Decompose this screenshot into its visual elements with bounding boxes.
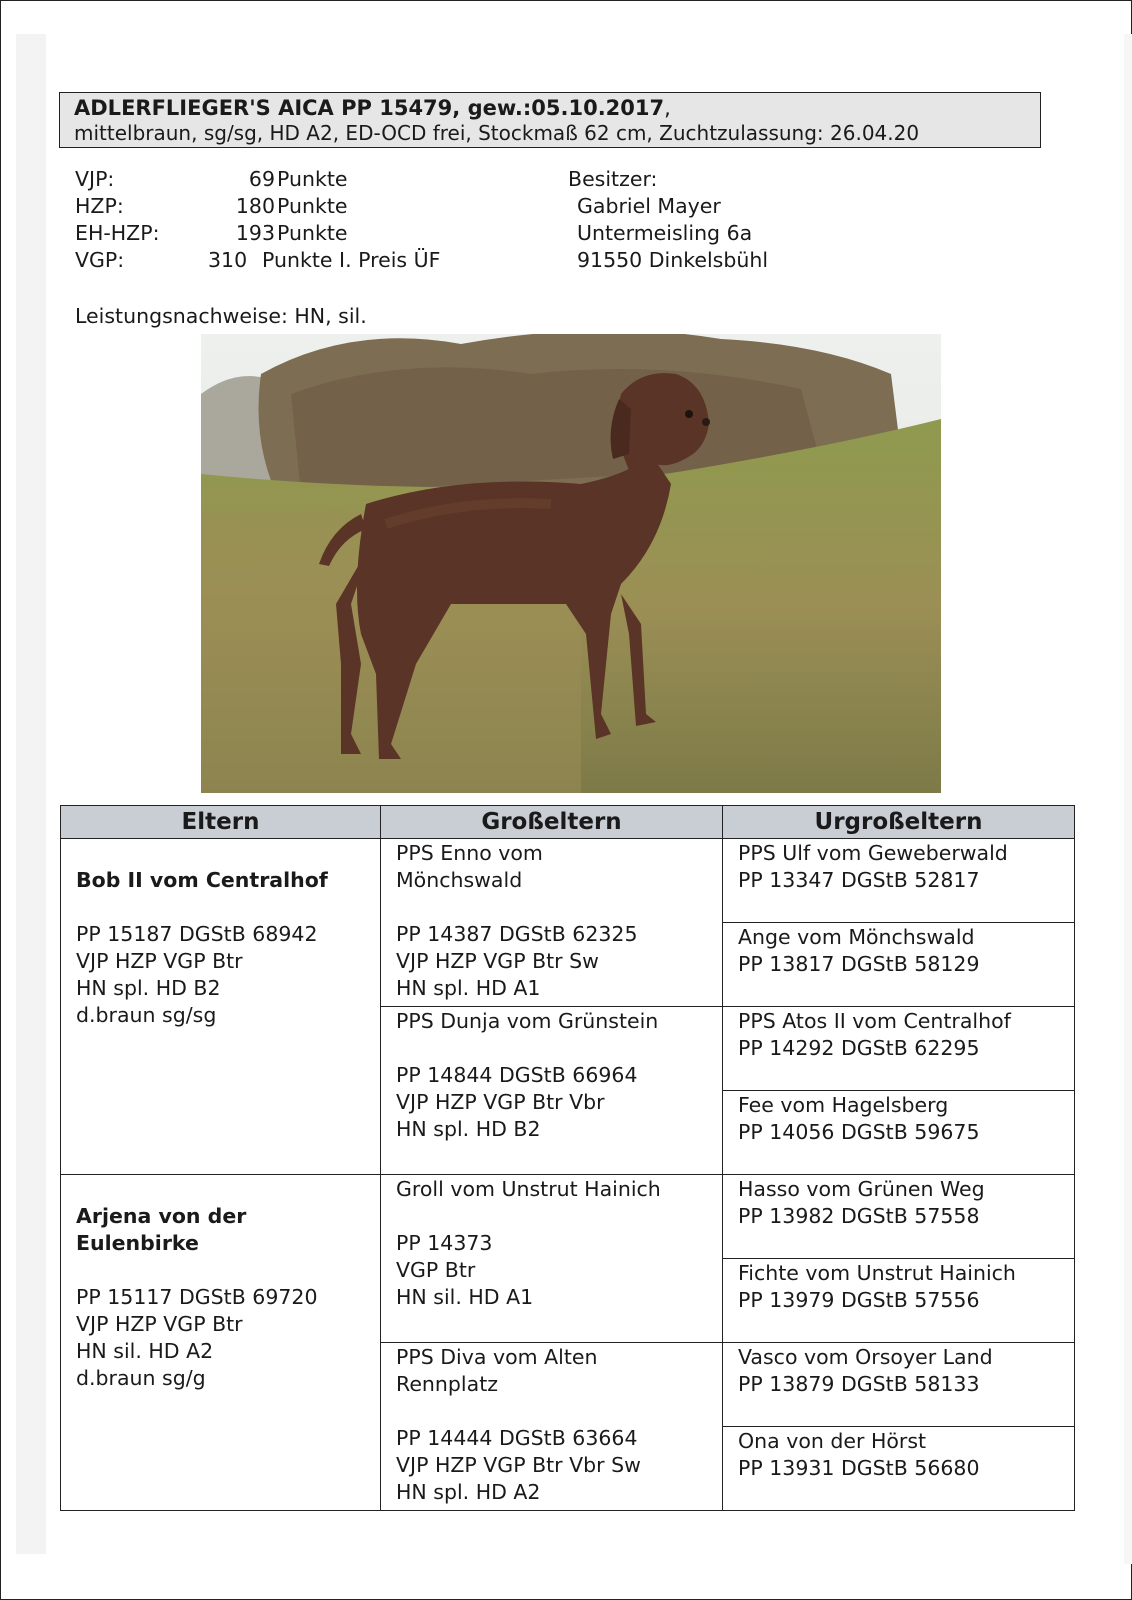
pedigree-header-row: [61, 806, 1075, 839]
grandparent-line: PP 14373: [396, 1231, 493, 1255]
great-grandparent-cell: [723, 1343, 1075, 1427]
great-grandparent-name: Ange vom Mönchswald: [738, 925, 975, 949]
great-grandparent-name: Vasco vom Orsoyer Land: [738, 1345, 993, 1369]
dam-line: VJP HZP VGP Btr: [76, 1312, 243, 1336]
great-grandparent-reg: PP 13347 DGStB 52817: [738, 868, 980, 892]
grandparent-line: PP 14444 DGStB 63664: [396, 1426, 638, 1450]
great-grandparent-name: Fichte vom Unstrut Hainich: [738, 1261, 1016, 1285]
grandparent-line: PP 14387 DGStB 62325: [396, 922, 638, 946]
grandparent-cell: [381, 1007, 723, 1175]
dog-title: [74, 95, 1026, 121]
score-list: [75, 166, 595, 276]
score-value: 193: [235, 221, 275, 245]
grandparent-line: HN sil. HD A1: [396, 1285, 534, 1309]
grandparent-cell: [381, 1343, 723, 1511]
great-grandparent-cell: [723, 839, 1075, 923]
header-parents: Eltern: [61, 806, 381, 839]
grandparent-name: Rennplatz: [396, 1372, 498, 1396]
grandparent-name: PPS Dunja vom Grünstein: [396, 1009, 659, 1033]
pedigree-row: [61, 839, 1075, 923]
great-grandparent-reg: PP 13879 DGStB 58133: [738, 1372, 980, 1396]
sire-line: d.braun sg/sg: [76, 1003, 217, 1027]
score-unit: Punkte: [277, 221, 348, 245]
dog-details: mittelbraun, sg/sg, HD A2, ED-OCD frei, Stockmaß 62 cm, Zuchtzulassung: 26.04.20: [74, 121, 920, 145]
score-label: VGP:: [75, 248, 125, 272]
sire-line: PP 15187 DGStB 68942: [76, 922, 318, 946]
grandparent-cell: [381, 1175, 723, 1343]
score-unit: Punkte: [277, 167, 348, 191]
grandparent-name: Groll vom Unstrut Hainich: [396, 1177, 661, 1201]
owner-city: 91550 Dinkelsbühl: [577, 248, 769, 272]
scan-shadow-right: [1124, 34, 1132, 1564]
header-great-grandparents: Urgroßeltern: [723, 806, 1075, 839]
scan-shadow: [16, 34, 46, 1554]
dam-name: Eulenbirke: [76, 1231, 199, 1255]
great-grandparent-cell: [723, 1427, 1075, 1511]
sire-cell: [61, 839, 381, 1175]
great-grandparent-reg: PP 14056 DGStB 59675: [738, 1120, 980, 1144]
dam-name: Arjena von der: [76, 1204, 247, 1228]
dam-line: HN sil. HD A2: [76, 1339, 214, 1363]
great-grandparent-reg: PP 13982 DGStB 57558: [738, 1204, 980, 1228]
score-unit: Punkte: [277, 194, 348, 218]
dog-photo: [201, 334, 941, 793]
dog-header: [59, 92, 1041, 148]
dam-line: PP 15117 DGStB 69720: [76, 1285, 318, 1309]
grandparent-line: HN spl. HD B2: [396, 1117, 541, 1141]
owner-street: Untermeisling 6a: [577, 221, 753, 245]
great-grandparent-name: Ona von der Hörst: [738, 1429, 927, 1453]
grandparent-line: VJP HZP VGP Btr Vbr Sw: [396, 1453, 641, 1477]
grandparent-name: Mönchswald: [396, 868, 523, 892]
score-value: 310: [208, 248, 248, 272]
score-label: HZP:: [75, 194, 124, 218]
great-grandparent-name: Fee vom Hagelsberg: [738, 1093, 949, 1117]
grandparent-name: PPS Diva vom Alten: [396, 1345, 598, 1369]
owner-label: Besitzer:: [568, 167, 658, 191]
great-grandparent-reg: PP 13931 DGStB 56680: [738, 1456, 980, 1480]
score-label: EH-HZP:: [75, 221, 160, 245]
header-grandparents: Großeltern: [381, 806, 723, 839]
score-value: 69: [248, 167, 275, 191]
dog-name-tail: ,: [664, 96, 671, 120]
dog-photo-illustration: [201, 334, 941, 793]
grandparent-line: VJP HZP VGP Btr Vbr: [396, 1090, 605, 1114]
great-grandparent-cell: [723, 923, 1075, 1007]
great-grandparent-cell: [723, 1091, 1075, 1175]
score-unit: Punkte I. Preis ÜF: [262, 248, 441, 272]
great-grandparent-name: PPS Atos II vom Centralhof: [738, 1009, 1011, 1033]
grandparent-line: VJP HZP VGP Btr Sw: [396, 949, 599, 973]
owner-name: Gabriel Mayer: [577, 194, 721, 218]
score-label: VJP:: [75, 167, 115, 191]
great-grandparent-cell: [723, 1259, 1075, 1343]
sire-name: Bob II vom Centralhof: [76, 868, 328, 892]
dam-cell: [61, 1175, 381, 1511]
grandparent-line: HN spl. HD A1: [396, 976, 541, 1000]
sire-line: HN spl. HD B2: [76, 976, 221, 1000]
great-grandparent-name: PPS Ulf vom Geweberwald: [738, 841, 1008, 865]
grandparent-cell: [381, 839, 723, 1007]
grandparent-line: VGP Btr: [396, 1258, 476, 1282]
pedigree-table: [60, 805, 1075, 1511]
sire-line: VJP HZP VGP Btr: [76, 949, 243, 973]
dam-line: d.braun sg/g: [76, 1366, 206, 1390]
grandparent-line: HN spl. HD A2: [396, 1480, 541, 1504]
pedigree-row: [61, 1175, 1075, 1259]
great-grandparent-cell: [723, 1007, 1075, 1091]
grandparent-name: PPS Enno vom: [396, 841, 543, 865]
owner-block: [568, 166, 868, 276]
great-grandparent-reg: PP 13817 DGStB 58129: [738, 952, 980, 976]
achievements: Leistungsnachweise: HN, sil.: [75, 304, 367, 328]
great-grandparent-reg: PP 14292 DGStB 62295: [738, 1036, 980, 1060]
great-grandparent-cell: [723, 1175, 1075, 1259]
great-grandparent-reg: PP 13979 DGStB 57556: [738, 1288, 980, 1312]
grandparent-line: PP 14844 DGStB 66964: [396, 1063, 638, 1087]
score-value: 180: [235, 194, 275, 218]
dog-name: ADLERFLIEGER'S AICA PP 15479, gew.:05.10.2017: [74, 96, 665, 120]
great-grandparent-name: Hasso vom Grünen Weg: [738, 1177, 985, 1201]
